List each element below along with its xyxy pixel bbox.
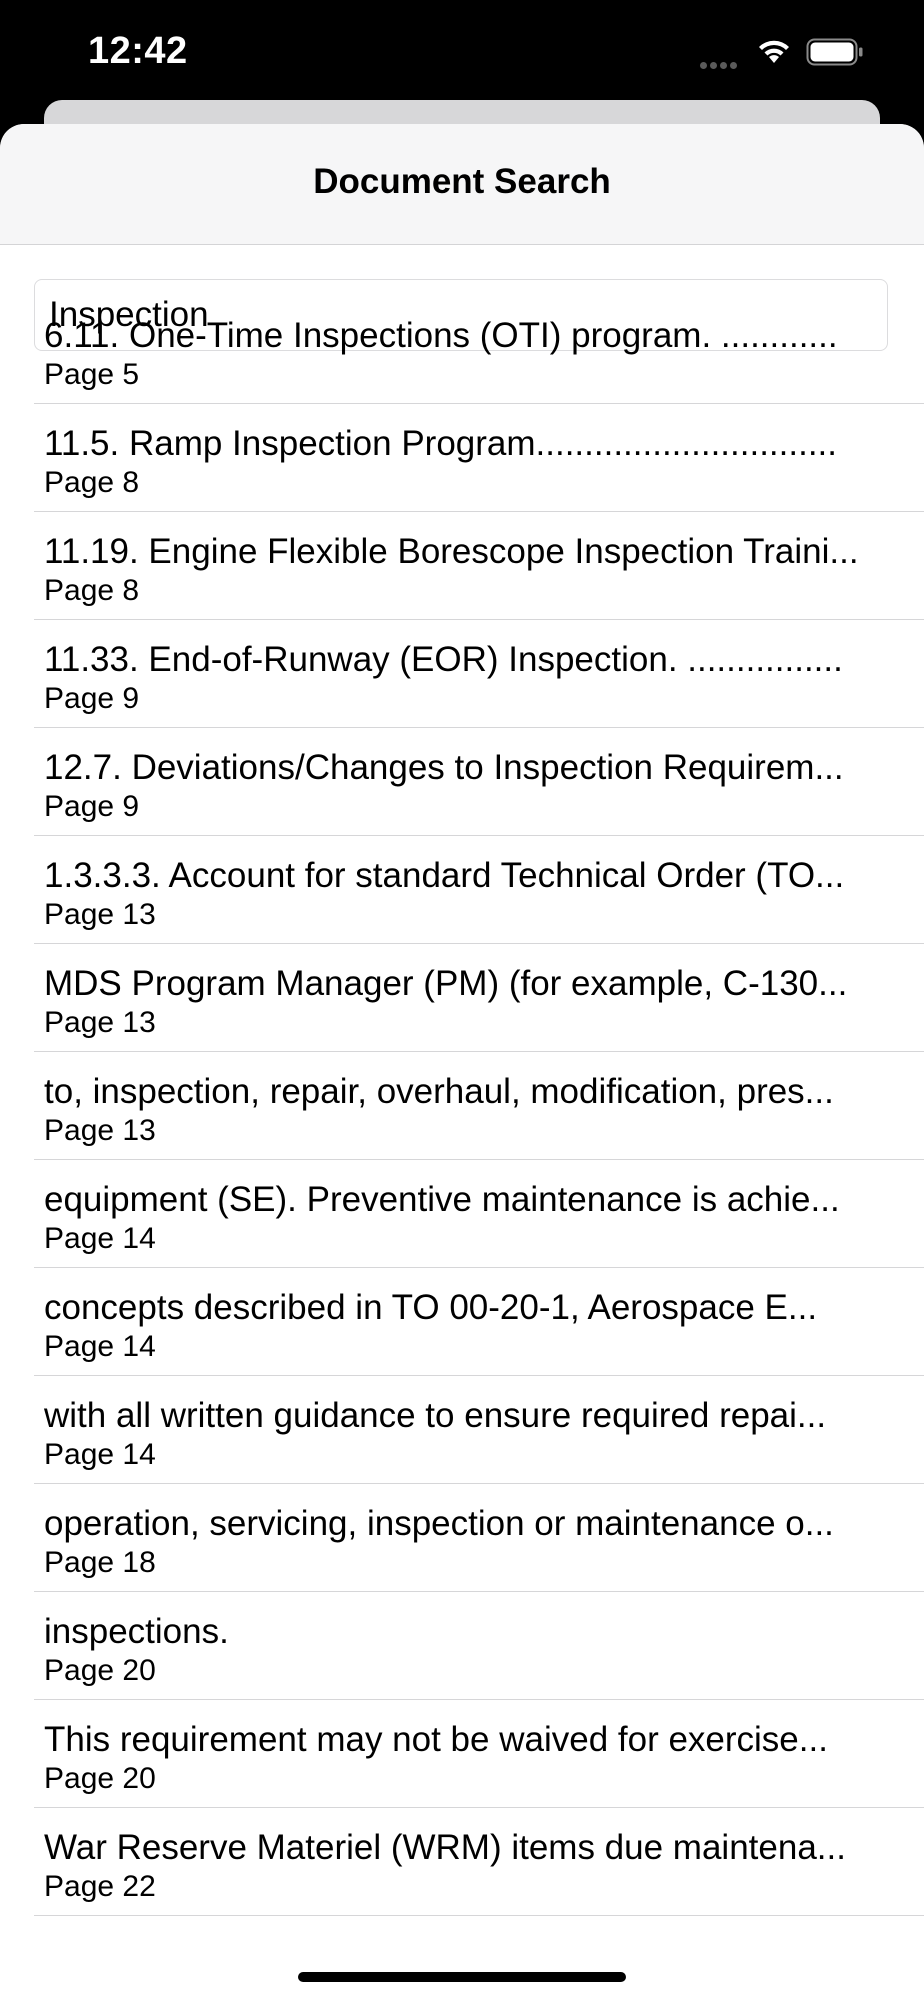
status-time: 12:42 — [88, 30, 188, 72]
result-page-number: Page 22 — [44, 1870, 156, 1903]
result-title: 6.11. One-Time Inspections (OTI) program. ............ — [44, 316, 838, 355]
result-title: inspections. — [44, 1612, 229, 1651]
search-result-row[interactable] — [34, 404, 924, 512]
result-title: 1.3.3.3. Account for standard Technical Order (TO... — [44, 856, 845, 895]
result-page-number: Page 9 — [44, 682, 140, 715]
result-page-number: Page 14 — [44, 1438, 156, 1471]
search-result-row[interactable] — [34, 1700, 924, 1808]
search-result-row[interactable] — [34, 1484, 924, 1592]
search-results-list — [34, 296, 924, 1916]
result-page-number: Page 14 — [44, 1330, 156, 1363]
result-title: This requirement may not be waived for exercise... — [44, 1720, 828, 1759]
result-page-number: Page 14 — [44, 1222, 156, 1255]
result-page-number: Page 13 — [44, 1114, 156, 1147]
result-title: 11.5. Ramp Inspection Program............................... — [44, 424, 837, 463]
search-result-row[interactable] — [34, 728, 924, 836]
result-title: 11.19. Engine Flexible Borescope Inspection Traini... — [44, 532, 859, 571]
result-page-number: Page 13 — [44, 898, 156, 931]
battery-icon — [806, 38, 864, 66]
home-indicator[interactable] — [298, 1972, 626, 1982]
search-result-row[interactable] — [34, 296, 924, 404]
result-page-number: Page 8 — [44, 466, 140, 499]
search-result-row[interactable] — [34, 620, 924, 728]
result-title: to, inspection, repair, overhaul, modification, pres... — [44, 1072, 834, 1111]
result-title: War Reserve Materiel (WRM) items due maintena... — [44, 1828, 846, 1867]
result-title: 11.33. End-of-Runway (EOR) Inspection. ................ — [44, 640, 843, 679]
result-page-number: Page 8 — [44, 574, 140, 607]
result-title: equipment (SE). Preventive maintenance is achie... — [44, 1180, 840, 1219]
search-result-row[interactable] — [34, 1808, 924, 1916]
result-page-number: Page 5 — [44, 358, 140, 391]
result-title: concepts described in TO 00-20-1, Aerospace E... — [44, 1288, 818, 1327]
search-result-row[interactable] — [34, 836, 924, 944]
result-page-number: Page 20 — [44, 1654, 156, 1687]
wifi-icon — [754, 34, 794, 66]
navigation-bar — [0, 124, 924, 245]
result-page-number: Page 20 — [44, 1762, 156, 1795]
result-title: 12.7. Deviations/Changes to Inspection Requirem... — [44, 748, 844, 787]
search-result-row[interactable] — [34, 1052, 924, 1160]
page-title: Document Search — [313, 162, 611, 201]
search-result-row[interactable] — [34, 1160, 924, 1268]
result-page-number: Page 13 — [44, 1006, 156, 1039]
search-result-row[interactable] — [34, 1376, 924, 1484]
search-result-row[interactable] — [34, 944, 924, 1052]
search-result-row[interactable] — [34, 512, 924, 620]
signal-dots-icon — [700, 56, 742, 64]
result-title: MDS Program Manager (PM) (for example, C-130... — [44, 964, 848, 1003]
search-result-row[interactable] — [34, 1268, 924, 1376]
search-result-row[interactable] — [34, 1592, 924, 1700]
result-title: with all written guidance to ensure required repai... — [44, 1396, 827, 1435]
result-page-number: Page 18 — [44, 1546, 156, 1579]
result-title: operation, servicing, inspection or maintenance o... — [44, 1504, 834, 1543]
result-page-number: Page 9 — [44, 790, 140, 823]
status-bar — [0, 0, 924, 100]
